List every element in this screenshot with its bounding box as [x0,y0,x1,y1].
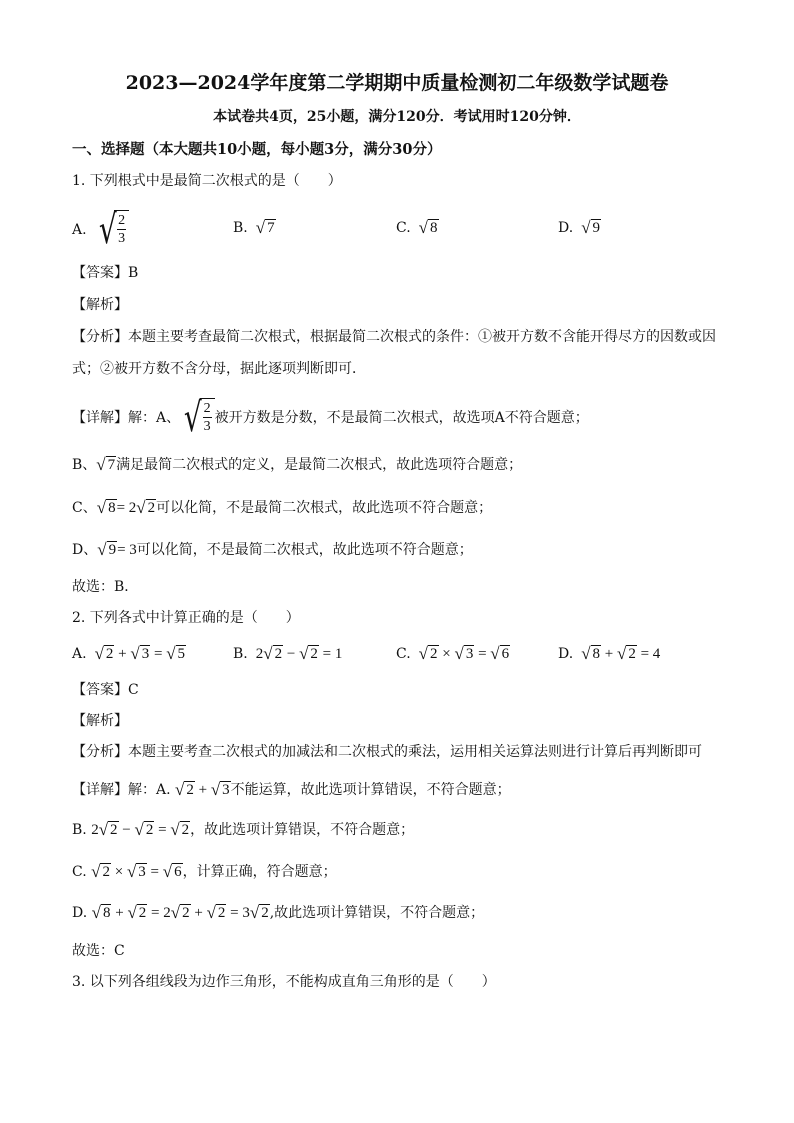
equals-term: = 2 [116,500,137,516]
question-3-stem: 3. 以下列各组线段为边作三角形，不能构成直角三角形的是（ ） [72,974,496,990]
detail-prefix: B、 [72,457,97,473]
q2-detail-c [72,862,337,882]
radical-sign-icon: √ [96,455,106,474]
q1-analysis-tag: 【解析】 [72,297,128,313]
equals-term: = 3 [117,542,137,558]
expression: √ 8 + √ 2 = 2 √ 2 + √ 2 = 3 √ 2 [91,903,269,922]
expression: 2 √ 2 − √ 2 = √ 2 [91,820,190,839]
q2-option-d [558,644,660,664]
radicand: 7 [107,457,116,473]
radical-sign-icon: √ [255,218,266,237]
question-1-stem: 1. 下列根式中是最简二次根式的是（ ） [72,173,342,189]
expression: √ 2 × √ 3 = √ 6 [91,862,182,881]
q1-detail-a [72,396,589,440]
radical-sign-icon: √ [418,218,429,237]
denominator: 3 [118,231,126,246]
q1-fenxi-line-2: 式；②被开方数不含分母，据此逐项判断即可． [72,361,366,377]
q1-answer: 【答案】B [72,265,139,281]
detail-text: ,故此选项计算错误，不符合题意； [269,905,485,921]
detail-text: ，计算正确，符合题意； [182,864,337,880]
radical-sign-icon: √ [98,207,117,253]
radicand: 8 [430,220,438,236]
q2-detail-d [72,903,484,923]
q2-option-c [396,644,510,664]
radical-sign-icon: √ [97,540,107,559]
option-label: D. [558,220,574,236]
detail-text: 满足最简二次根式的定义，是最简二次根式，故此选项符合题意； [116,457,523,473]
detail-text: ，故此选项计算错误，不符合题意； [190,822,415,838]
radicand: 9 [592,220,601,236]
option-label: C. [396,646,411,662]
detail-prefix: C. [72,864,87,880]
detail-text: 可以化简，不是最简二次根式，故此选项不符合题意； [136,542,473,558]
detail-prefix: D、 [72,542,98,558]
q2-detail-b [72,820,414,840]
detail-text: 可以化简，不是最简二次根式，故此选项不符合题意； [156,500,493,516]
q1-detail-d [72,540,473,560]
q2-conclusion: 故选：C [72,943,125,959]
detail-text: 被开方数是分数，不是最简二次根式，故选项A不符合题意； [214,410,589,426]
option-label: B. [233,220,248,236]
numerator: 2 [203,401,211,416]
numerator: 2 [118,213,126,228]
expression: 2 √ 2 − √ 2 = 1 [255,644,343,663]
detail-prefix: B. [72,822,87,838]
radical-sign-icon: √ [581,218,591,237]
q2-analysis-tag: 【解析】 [72,713,128,729]
expression: √ 2 + √ 3 = √ 5 [94,644,186,663]
expression: √ 8 + √ 2 = 4 [581,644,661,663]
option-label: B. [233,646,248,662]
detail-prefix: 【详解】解：A. [72,782,171,798]
page-title: 2023—2024学年度第二学期期中质量检测初二年级数学试题卷 [125,72,669,94]
expression: √ 2 + √ 3 [175,780,230,799]
q1-option-d [558,218,601,238]
q1-option-a [72,208,129,252]
option-label: D. [558,646,574,662]
radicand: 8 [108,500,116,516]
radical-sign-icon: √ [96,498,107,517]
q1-conclusion: 故选：B． [72,579,139,595]
q2-option-a [72,644,186,664]
q1-fenxi-line-1: 【分析】本题主要考查最简二次根式，根据最简二次根式的条件：①被开方数不含能开得尽方的因数或因 [72,329,716,345]
option-label: A. [72,222,87,238]
sqrt-fraction [180,396,215,440]
exam-info: 本试卷共4页，25小题，满分120分．考试用时120分钟． [213,109,581,125]
q1-detail-c [72,498,492,518]
question-2-stem: 2. 下列各式中计算正确的是（ ） [72,610,300,626]
radical-sign-icon: √ [183,395,202,441]
denominator: 3 [203,419,211,434]
option-label: A. [72,646,87,662]
radicand: 7 [267,220,275,236]
radical-sign-icon: √ [136,498,146,517]
expression: √ 2 × √ 3 = √ 6 [418,644,510,663]
radicand: 9 [108,542,117,558]
q2-detail-a [72,780,511,800]
option-label: C. [396,220,411,236]
sqrt-fraction [95,208,130,252]
q1-detail-b [72,455,522,475]
detail-prefix: 【详解】解：A、 [72,410,181,426]
q2-fenxi: 【分析】本题主要考查二次根式的加减法和二次根式的乘法，运用相关运算法则进行计算后再判断即可 [72,744,702,760]
section-heading: 一、选择题（本大题共10小题，每小题3分，满分30分） [72,141,442,158]
detail-prefix: D. [72,905,88,921]
q2-answer: 【答案】C [72,682,139,698]
q1-option-b [233,218,276,238]
radicand: 2 [147,500,156,516]
q2-option-b [233,644,342,664]
detail-prefix: C、 [72,500,97,516]
q1-option-c [396,218,439,238]
detail-text: 不能运算，故此选项计算错误，不符合题意； [230,782,511,798]
